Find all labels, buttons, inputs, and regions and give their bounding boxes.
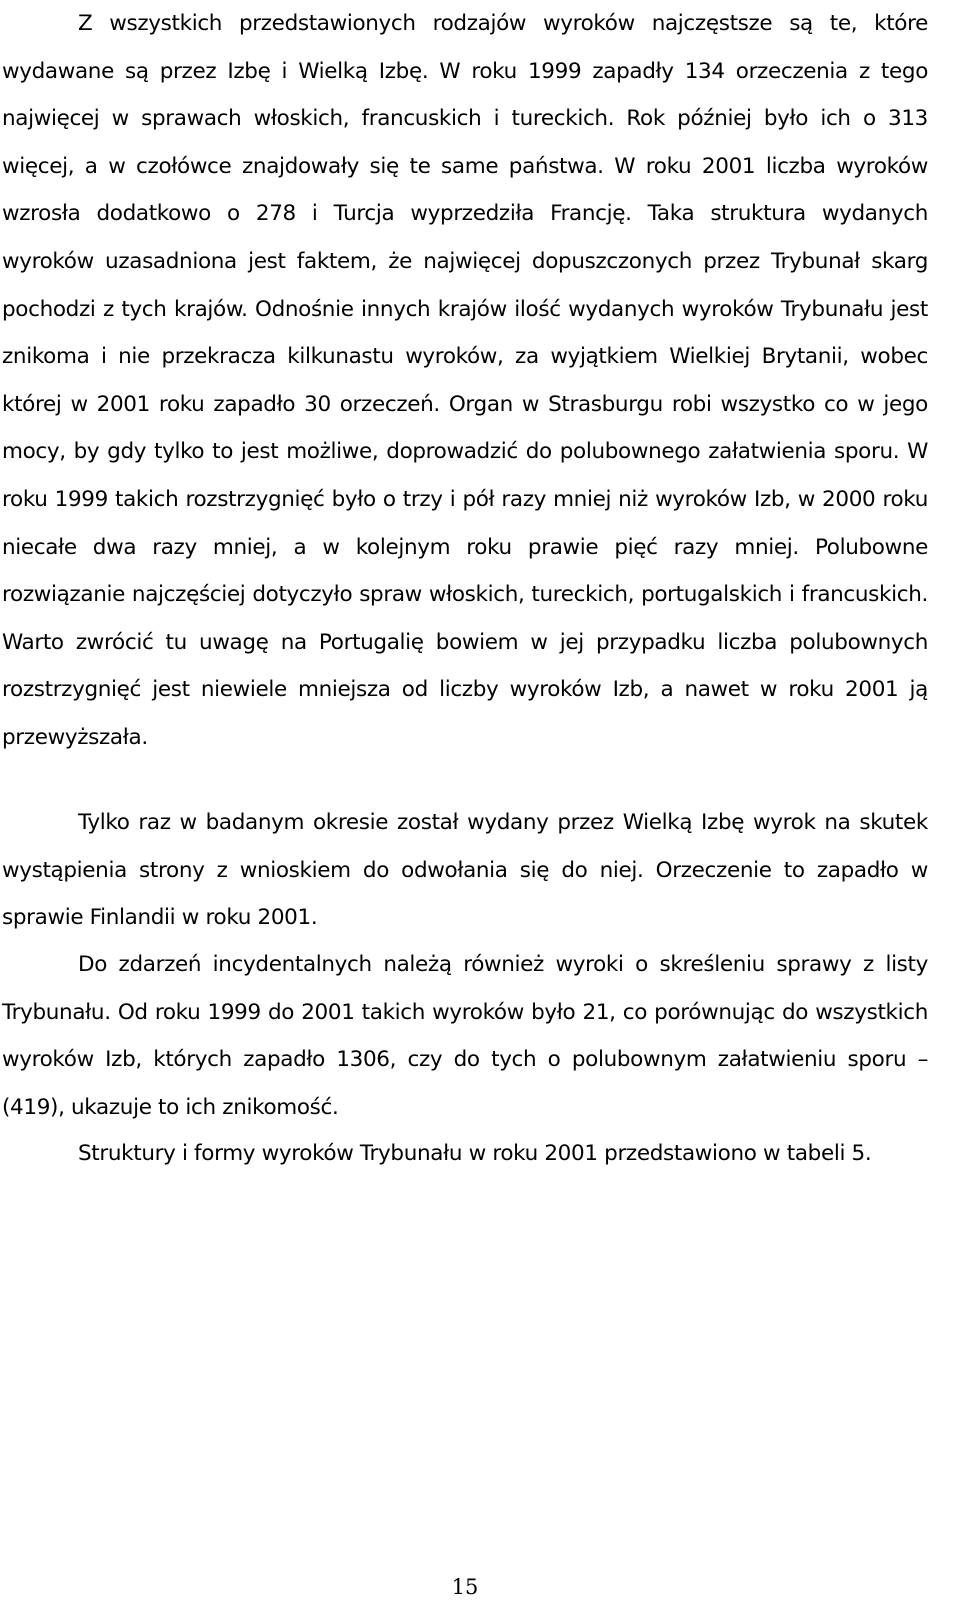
paragraph-2: Tylko raz w badanym okresie został wydany przez Wielką Izbę wyrok na skutek wystąpienia strony z wnioskiem do odwołania się do niej. Orzeczenie to zapadło w sprawie Finlandii w roku 2001.: [2, 810, 928, 931]
paragraph-3: Do zdarzeń incydentalnych należą również wyroki o skreśleniu sprawy z listy Trybunału. Od roku 1999 do 2001 takich wyroków było 21, co porównując do wszystkich wyroków Izb, których zapadło 1306, czy do tych o polubownym załatwieniu sporu – (419), ukazuje to ich znikomość.: [2, 952, 928, 1120]
paragraph-4: Struktury i formy wyroków Trybunału w roku 2001 przedstawiono w tabeli 5.: [78, 1141, 872, 1166]
paragraph-1: Z wszystkich przedstawionych rodzajów wyroków najczęstsze są te, które wydawane są przez Izbę i Wielką Izbę. W roku 1999 zapadły 134 orzeczenia z tego najwięcej w sprawach włoskich, francuskich i tureckich. Rok później było ich o 313 więcej, a w czołówce znajdowały się te same państwa. W roku 2001 liczba wyroków wzrosła dodatkowo o 278 i Turcja wyprzedziła Francję. Taka struktura wydanych wyroków uzasadniona jest faktem, że najwięcej dopuszczonych przez Trybunał skarg pochodzi z tych krajów. Odnośnie innych krajów ilość wydanych wyroków Trybunału jest znikoma i nie przekracza kilkunastu wyroków, za wyjątkiem Wielkiej Brytanii, wobec której w 2001 roku zapadło 30 orzeczeń. Organ w Strasburgu robi wszystko co w jego mocy, by gdy tylko to jest możliwe, doprowadzić do polubownego załatwienia sporu. W roku 1999 takich rozstrzygnięć było o trzy i pół razy mniej niż wyroków Izb, w 2000 roku niecałe dwa razy mniej, a w kolejnym roku prawie pięć razy mniej. Polubowne rozwiązanie najczęściej dotyczyło spraw włoskich, tureckich, portugalskich i francuskich. Warto zwrócić tu uwagę na Portugalię bowiem w jej przypadku liczba polubownych rozstrzygnięć jest niewiele mniejsza od liczby wyroków Izb, a nawet w roku 2001 ją przewyższała.: [2, 11, 928, 750]
page-number: 15: [451, 1575, 479, 1599]
